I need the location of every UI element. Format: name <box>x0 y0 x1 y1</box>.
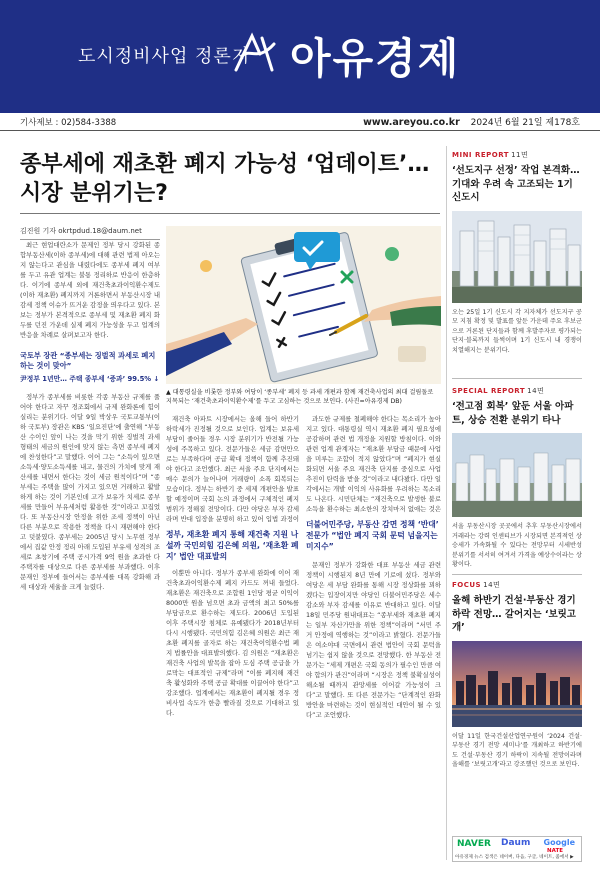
google-logo[interactable]: Google <box>543 838 575 847</box>
focus-label: FOCUS 14면 <box>452 581 501 589</box>
daum-logo[interactable]: Daum <box>501 838 531 848</box>
article-headline <box>20 150 440 208</box>
portal-banner[interactable] <box>452 836 582 862</box>
river-city-dusk-icon <box>452 641 582 727</box>
contact-line: 기사제보 : 02)584-3388 <box>20 118 117 128</box>
article-intro: 최근 현업대란소가 문제인 정부 당시 강화된 종합부동산세(이하 종부세)에 대해 관련 법제 아오는지 않는다고 관심을 내렸다에도 종부세 폐지 여부를 두고 유관 업계는 불통 정리하로 반응이 한층하다. 이기에 종부세 외에 재건축초과이익환수제도(이하 재초환) 폐지까지 거론하면서 부동산시장 내 감세 정책 이슈가 뜨거운 감정을 띄우다고 있다. 본보는 정부가 본격적으로 종부세 및 재초환 폐지 화두를 던진 가운데 실제 폐지 가능성을 두고 업계의 반응을 차례로 살펴보고자 한다. <box>20 241 160 339</box>
special-report-text: 서울 부동산시장 곳곳에서 추후 부동산시장에서 거래라는 강력 인센티브가 시장되면 본격적인 상승세가 가속화될 수 있다는 전망부터 시세반성 분위기를 서서히 여겨서 가격을 예상수이라는 상황이다. <box>452 523 582 569</box>
city-skyline-icon <box>452 433 582 517</box>
focus-box <box>452 580 582 770</box>
article-column-1: 정부가 종부세를 비롯한 각종 부동산 규제를 풀어야 한다고 자꾸 경조회에서 규제 완화론에 힘이 실리는 분위기다. 이달 9일 박상우 국토교통부(이하 국토부) 장관은 KBS ‘일요진단’에 출연해 “부동산 수이인 앞이 나는 것을 막기 위한 징벌적 과세 형태의 세금의 원인에 맞지 않는 측면 종부세 폐지에 찬성한다”고 말했다. 이어 그는 “소득이 있으면 소득세·양도소득세를 내고, 물건의 가치에 맞게 재산세를 내면서 한다는 것이 세금 원칙이다”며 “종부세는 주택을 많이 가지고 있으면 거래하고 활발하게 하는 것이 기본인데 고가 보유가 치세로 종부세를 만들어 부유세처럼 활용한 것”이라고 꼬집었다. 또 부동산시장 안정을 위한 조세 정책이 아닌 다른 부분으로 작용한 정책을 다시 재편해야 한다고 덧붙였다. 종부세는 2005년 당시 노무현 정부에서 집값 안정 정리 아래 도입된 부유세 성격의 조세로 초창기에 주택 공시가격 9억 원을 초과한 다주택자를 대상으로 다른 종부세를 부과했다. 이후 문재인 정부에 들어서는 종부세를 대폭 강화해 과세 대상과 세율을 크게 늘렸다. <box>20 393 160 591</box>
focus-text: 이달 11일 한국건설산업연구원이 ‘2024 건설·부동산 경기 전망 세미나’를 개최하고 하반기에도 건설·부동산 경기 하락이 지속될 전망이라며 올해를 ‘보릿고개’라고 강조했던 것으로 보인다. <box>452 732 582 769</box>
article-column-2-continued: 이뿐만 아니다. 정부가 종부세 완화에 이어 재건축초과이익환수제 폐지 카드도 꺼내 들었다. 재초환은 재건축으로 조합원 1인당 평균 이익이 8000만 원을 넘으면 초과 금액의 최고 50%를 부담금으로 환수하는 제도다. 2006년 도입된 이후 주택시장 침체로 유예됐다가 2018년부터 다시 시행됐다. 국민의힘 김은혜 의원은 최근 재초환 폐지를 골자로 하는 재건축이익환수법 폐지 법률안을 대표발의했다. 김 의원은 “재초환은 재건축 사업의 발목을 잡아 도심 주택 공급을 가로막는 대표적인 규제”라며 “이를 폐지해 재건축 활성화와 주택 공급 확대를 이끌어야 한다”고 강조했다. 업계에서는 재초환이 폐지될 경우 정비사업 속도가 한층 빨라질 것으로 기대하고 있다. <box>166 569 299 717</box>
areyou-logo-icon <box>232 30 278 76</box>
site-and-date <box>363 115 580 128</box>
callout-block <box>20 351 160 384</box>
hands-checklist-icon <box>166 226 441 384</box>
article-column-3-continued: 문재인 정부가 강화한 대표 부동산 세금 관련 정책이 시행된지 8년 만에 기로에 섰다. 정부와 여당은 세 부담 완화를 통해 시장 정상화를 꾀하겠다는 입장이지만 야당인 더불어민주당은 세수 감소와 부자 감세를 이유로 반대하고 있다. 이달 18일 민주당 원내대표는 “종부세와 재초환 폐지는 일부 자산가만을 위한 정책”이라며 “서민 주거 안정에 역행하는 것”이라고 밝혔다. 전문가들은 여소야대 국면에서 관련 법안이 국회 문턱을 넘기는 쉽지 않을 것으로 전망했다. 한 부동산 전문가는 “세제 개편은 국회 동의가 필수인 만큼 여야 합의가 관건”이라며 “시장은 정책 불확실성이 해소될 때까지 관망세를 이어갈 가능성이 크다”고 말했다. 또 다른 전문가는 “단계적인 완화 방안을 마련하는 것이 현실적인 대안이 될 수 있다”고 조언했다. <box>306 561 441 719</box>
focus-title[interactable]: 올해 하반기 건설·부동산 경기 하락 전망… 갈어지는 ‘보릿고개’ <box>452 595 576 633</box>
sidebar-rule-1 <box>452 378 582 379</box>
masthead-info-bar <box>0 113 600 131</box>
apartment-towers-icon <box>452 211 582 303</box>
sidebar-divider <box>446 146 447 860</box>
section-subhead-3: 더불어민주당, 부동산 감면 정책 ‘반대’ 전문가 “법안 폐지 국회 문턱 넘을지는 미지수” <box>306 520 439 551</box>
nate-logo[interactable]: NATE <box>547 848 563 854</box>
article-illustration <box>166 226 441 384</box>
mini-report-photo <box>452 211 582 303</box>
special-report-box <box>452 386 582 570</box>
masthead-subtitle: 도시정비사업 정론지 <box>78 46 251 67</box>
mini-report-title[interactable]: ‘선도지구 선정’ 작업 본격화… 기대와 우려 속 고조되는 1기 신도시 <box>452 165 580 203</box>
sidebar-rule-2 <box>452 574 582 575</box>
masthead-title: 아유경제 <box>290 34 461 83</box>
portal-note: 아유경제 뉴스 검색은 네이버, 다음, 구글, 네이트, 줌에서 ▶ <box>455 855 574 860</box>
callout-subheadline: 尹정부 1년만… 주택 종부세 ‘증과’ 99.5% ↓ <box>20 375 160 383</box>
headline-line-1: 종부세에 재초환 폐지 가능성 ‘업데이트’… <box>20 152 430 177</box>
headline-rule <box>20 213 440 214</box>
focus-photo <box>452 641 582 727</box>
naver-logo[interactable]: NAVER <box>457 839 491 849</box>
website-link[interactable]: www.areyou.co.kr <box>363 117 460 128</box>
illustration-caption: ▲ 대통령실을 비롯한 정부와 여당이 ‘종부세’ 폐지 등 과세 개편과 함께 재건축사업의 최대 걸림돌로 지목되는 ‘재건축초과이익환수제’를 두고 고심하는 것으로 보인다. (사진=아유경제 DB) <box>166 389 434 405</box>
special-report-photo <box>452 433 582 517</box>
mini-report-text: 오는 25일 1기 신도시 각 지자체가 선도지구 공모 지침 확정 및 발표를 앞둔 가운데 주요 후보군으로 거론된 단지들과 함께 후발주자로 평가되는 단지·블록까지 들썩이며 1기 신도시 내 경쟁이 치열해지는 분위기다. <box>452 308 582 354</box>
headline-line-2: 시장 분위기는? <box>20 181 168 206</box>
mini-report-label: MINI REPORT 11면 <box>452 151 529 159</box>
issue-date: 2024년 6월 21일 제178호 <box>470 118 580 128</box>
masthead <box>0 0 600 113</box>
article-column-3: 과도한 규제를 철폐해야 한다는 목소리가 높아지고 있다. 대통령실 역시 재초환 폐지 필요성에 공감하며 관련 법 개정을 지원할 방침이다. 이와 관련 업계 관계자는 “재초환 부담금 때문에 사업을 미루는 조합이 적지 않았다”며 “폐지가 현실화되면 서울 주요 재건축 단지를 중심으로 사업 추진이 탄력을 받을 것”이라고 내다봤다. 다만 일각에서는 개발 이익의 사유화를 우려하는 목소리도 나온다. 시민단체는 “재건축으로 발생한 불로소득을 환수하는 최소한의 장치마저 없애는 것은 <box>306 415 441 513</box>
special-report-label: SPECIAL REPORT 14면 <box>452 387 545 395</box>
byline: 김진원 기자 okrtpdud.18@daum.net <box>20 226 160 240</box>
section-subhead-2: 정부, 재초환 폐지 통해 재건축 지원 나설까 국민의힘 김은혜 의원, ‘재초환 폐지’ 법안 대표발의 <box>166 530 299 561</box>
mini-report-box <box>452 150 582 355</box>
article-column-2: 재건축 아파트 시장에서는 올해 들어 하반기 하락세가 진정될 것으로 보인다. 업계는 보유세 부담이 줄어들 경우 시장 분위기가 반전될 가능성에 주목하고 있다. 전문가들은 세금 감면만으로는 부족하다며 공급 확대 정책이 함께 추진돼야 한다고 조언했다. 최근 서울 주요 단지에서는 매수 문의가 늘어나며 거래량이 소폭 회복되는 모습이다. 정부는 하반기 중 세제 개편안을 발표할 예정이며 국회 논의 과정에서 구체적인 폐지 범위가 정해질 전망이다. 다만 야당은 부자 감세라며 반대 입장을 분명히 하고 있어 입법 과정이 <box>166 415 299 522</box>
callout-headline: 국토부 장관 “종부세는 징벌적 과세로 폐지하는 것이 맞아” <box>20 351 156 370</box>
special-report-title[interactable]: ‘전고점 회복’ 앞둔 서울 아파트, 상승 전환 분위기 타나 <box>452 401 574 426</box>
